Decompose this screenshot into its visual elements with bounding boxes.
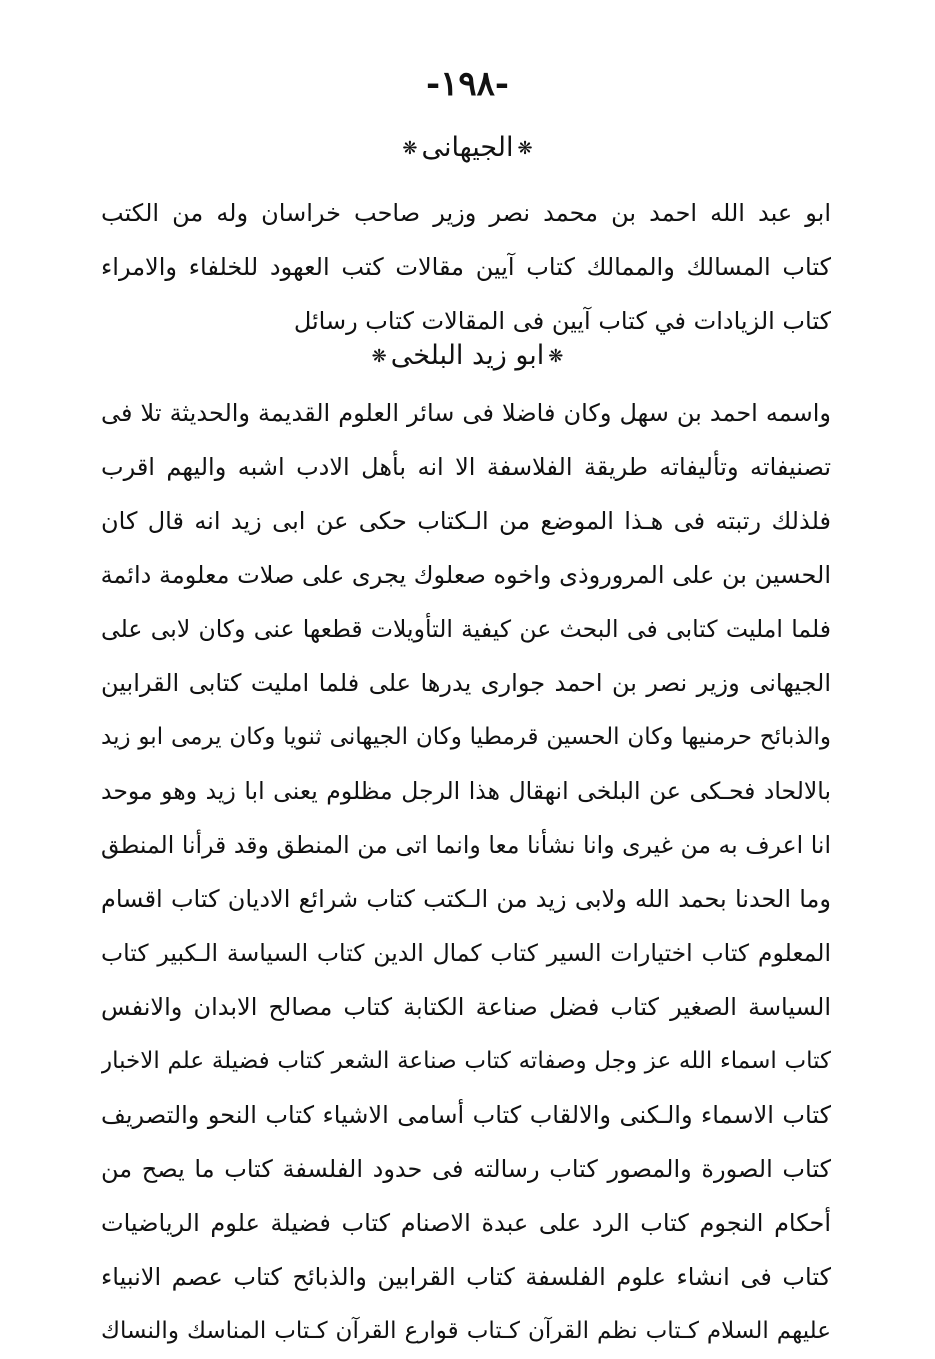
text-line: واسمه احمد بن سهل وكان فاضلا فی سائر العلوم القديمة والحديثة تلا فی <box>101 399 831 427</box>
section-heading-jayhani <box>0 128 935 169</box>
text-line: كتاب الصورة والمصور كتاب رسالته فی حدود الفلسفة كتاب ما يصح من <box>101 1155 831 1183</box>
ornament-star-icon: ❋ <box>548 345 564 367</box>
text-line: انا اعرف به من غيری وانا نشأنا معا وانما اتی من المنطق وقد قرأنا المنطق <box>101 831 831 859</box>
text-line: فلذلك رتبته فی هـذا الموضع من الـكتاب حكی عن ابی زيد انه قال كان <box>101 507 831 535</box>
section-heading-text: ابو زيد البلخی <box>390 340 545 371</box>
text-line: كتاب فی انشاء علوم الفلسفة كتاب القرابين والذبائح كتاب عصم الانبياء <box>101 1263 831 1291</box>
text-line: عليهم السلام كـتاب نظم القرآن كـتاب قوارع القرآن كـتاب المناسك والنساك <box>101 1318 831 1344</box>
text-line: فلما امليت كتابی فی البحث عن كيفية التأويلات قطعها عنی وكان لابی علی <box>101 615 831 643</box>
text-line: كتاب الاسماء والـكنی والالقاب كتاب أسامی الاشياء كتاب النحو والتصريف <box>101 1101 831 1129</box>
text-line: الجيهانی وزير نصر بن احمد جواری يدرها علی فلما امليت كتابی القرابين <box>101 669 831 697</box>
ornament-star-icon: ❋ <box>402 137 418 159</box>
text-line: وما الحدنا بحمد الله ولابی زيد من الـكتب كتاب شرائع الاديان كتاب اقسام <box>101 885 831 913</box>
text-line: كتاب الزيادات في كتاب آيين فی المقالات كتاب رسائل <box>293 307 831 335</box>
text-line: ابو عبد الله احمد بن محمد نصر وزير صاحب خراسان وله من الكتب <box>101 199 831 227</box>
section-heading-text: الجيهانی <box>421 132 514 163</box>
text-line: والذبائح حرمنيها وكان الحسين قرمطيا وكان الجيهانی ثنويا وكان يرمی ابو زيد <box>101 724 831 750</box>
text-line: الحسين بن علی المروروذی واخوه صعلوك يجری علی صلات معلومة دائمة <box>101 561 831 589</box>
page-number: -١٩٨- <box>425 64 510 104</box>
text-line: تصنيفاته وتأليفاته طريقة الفلاسفة الا انه بأهل الادب اشبه واليهم اقرب <box>101 453 831 481</box>
ornament-star-icon: ❋ <box>371 345 387 367</box>
section-heading-abu-zayd <box>0 336 935 377</box>
text-line: السياسة الصغير كتاب فضل صناعة الكتابة كتاب مصالح الابدان والانفس <box>101 993 831 1021</box>
text-line: المعلوم كتاب اختيارات السير كتاب كمال الدين كتاب السياسة الـكبير كتاب <box>101 939 831 967</box>
section-body-jayhani <box>101 186 831 348</box>
section-body-abu-zayd <box>101 386 831 1358</box>
text-line: بالالحاد فحـكی عن البلخی انهقال هذا الرجل مظلوم يعنی ابا زيد وهو موحد <box>101 777 831 805</box>
text-line: كتاب المسالك والممالك كتاب آيين مقالات كتب العهود للخلفاء والامراء <box>101 253 831 281</box>
text-line: أحكام النجوم كتاب الرد علی عبدة الاصنام كتاب فضيلة علوم الرياضيات <box>101 1209 831 1237</box>
ornament-star-icon: ❋ <box>517 137 533 159</box>
text-line: كتاب اسماء الله عز وجل وصفاته كتاب صناعة الشعر كتاب فضيلة علم الاخبار <box>101 1048 831 1074</box>
